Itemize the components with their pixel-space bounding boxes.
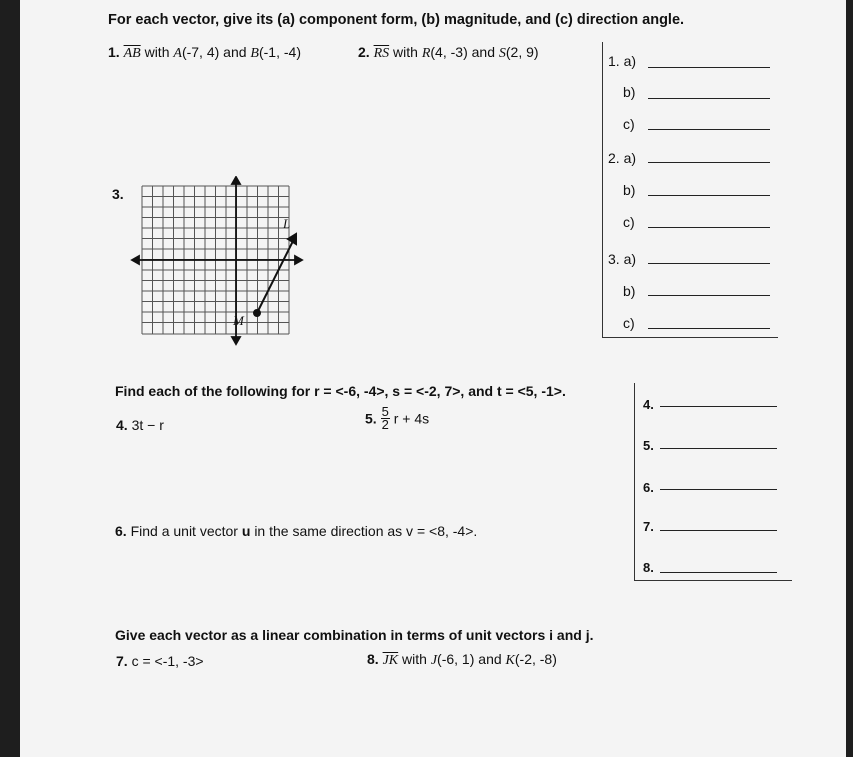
answer-blank-3a[interactable] [648, 263, 770, 264]
answer-box-1-bottom [602, 337, 778, 338]
answer-blank-4[interactable] [660, 406, 777, 407]
point-l-label: L [283, 216, 291, 231]
problem-1: 1. $\overline{AB}$ with A(-7, 4) and B(-1, -4) [108, 44, 301, 61]
answer-label-5: 5. [643, 438, 654, 453]
problem-6: 6. Find a unit vector u in the same direction as v = <8, -4>. [115, 523, 478, 539]
problem-3-number: 3. [112, 186, 124, 202]
coordinate-grid [130, 176, 305, 346]
answer-blank-1a[interactable] [648, 67, 770, 68]
answer-label-3c: c) [623, 315, 635, 331]
problem-8: 8. $\overline{JK}$ with J(-6, 1) and K(-2, -8) [367, 651, 557, 668]
problem-7: 7. c = <-1, -3> [116, 653, 204, 669]
answer-blank-5[interactable] [660, 448, 777, 449]
answer-blank-8[interactable] [660, 572, 777, 573]
vector-rs: $\overline{RS}$ [373, 46, 390, 61]
answer-blank-2b[interactable] [648, 195, 770, 196]
instructions-part1: For each vector, give its (a) component form, (b) magnitude, and (c) direction angle. [108, 12, 685, 28]
vector-ab: $\overline{AB}$ [123, 46, 141, 61]
answer-blank-1b[interactable] [648, 98, 770, 99]
point-m-label: M [233, 313, 244, 328]
answer-label-1a: 1. a) [608, 53, 637, 69]
answer-label-4: 4. [643, 397, 654, 412]
answer-blank-2c[interactable] [648, 227, 770, 228]
answer-label-1b: b) [623, 84, 636, 100]
answer-label-3a: 3. a) [608, 251, 637, 267]
answer-label-2b: b) [623, 182, 636, 198]
answer-label-6: 6. [643, 480, 654, 495]
answer-blank-7[interactable] [660, 530, 777, 531]
answer-blank-2a[interactable] [648, 162, 770, 163]
answer-label-8: 8. [643, 560, 654, 575]
answer-box-1-border [602, 42, 603, 338]
instructions-part3: Give each vector as a linear combination in terms of unit vectors i and j. [115, 627, 594, 643]
answer-label-1c: c) [623, 116, 635, 132]
worksheet-page [20, 0, 846, 757]
fraction-five-halves: $\frac{5}{2}$ [381, 404, 389, 432]
answer-label-2a: 2. a) [608, 150, 637, 166]
problem-4: 4. 3t − r [116, 417, 164, 433]
answer-label-7: 7. [643, 519, 654, 534]
answer-blank-1c[interactable] [648, 129, 770, 130]
vector-jk: $\overline{JK}$ [382, 653, 399, 668]
answer-blank-3b[interactable] [648, 295, 770, 296]
problem-2: 2. $\overline{RS}$ with R(4, -3) and S(2, 9) [358, 44, 539, 61]
answer-label-2c: c) [623, 214, 635, 230]
answer-box-2-border [634, 383, 635, 581]
answer-blank-3c[interactable] [648, 328, 770, 329]
problem-5: 5. $\frac{5}{2}$ r + 4s [365, 404, 430, 432]
answer-box-2-bottom [634, 580, 792, 581]
answer-label-3b: b) [623, 283, 636, 299]
instructions-part2: Find each of the following for r = <-6, -4>, s = <-2, 7>, and t = <5, -1>. [115, 383, 566, 399]
answer-blank-6[interactable] [660, 489, 777, 490]
